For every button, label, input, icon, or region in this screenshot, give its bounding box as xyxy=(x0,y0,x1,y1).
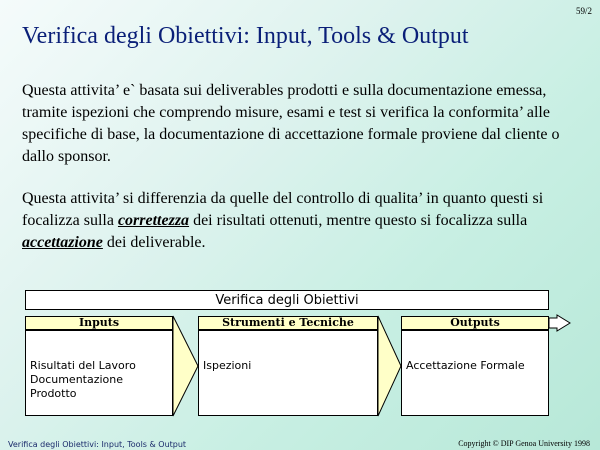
outputs-items xyxy=(406,359,525,373)
emphasis-correttezza: correttezza xyxy=(117,212,190,229)
output-item-accettazione: Accettazione Formale xyxy=(406,359,525,372)
inputs-box xyxy=(25,330,173,416)
tools-header: Strumenti e Tecniche xyxy=(198,316,378,330)
inputs-items xyxy=(30,359,172,401)
footer-left: Verifica degli Obiettivi: Input, Tools & Output xyxy=(8,440,187,449)
footer-copyright: Copyright © DIP Genoa University 1998 xyxy=(458,439,590,448)
input-item-documentazione: Documentazione Prodotto xyxy=(30,373,124,400)
outputs-box xyxy=(401,330,549,416)
page-title: Verifica degli Obiettivi: Input, Tools & Output xyxy=(22,23,469,49)
tools-items xyxy=(203,359,251,373)
emphasis-accettazione: accettazione xyxy=(22,234,103,251)
paragraph-1: Questa attivita’ e` basata sui deliverables prodotti e sulla documentazione emessa, tramite ispezioni che comprendo misure, esami e test si verifica la conformita’ alle specifiche di base, la documentazione di accettazione formale proviene dal cliente o dallo sponsor. xyxy=(22,82,560,165)
diagram-banner: Verifica degli Obiettivi xyxy=(25,290,549,310)
arrow-outputs-end xyxy=(549,315,571,331)
arrow-tools-to-outputs xyxy=(378,316,401,416)
tools-box xyxy=(198,330,378,416)
page-number: 59/2 xyxy=(575,6,592,16)
tool-item-ispezioni: Ispezioni xyxy=(203,359,252,372)
arrow-inputs-to-tools xyxy=(173,316,198,416)
paragraph-2-part-1: Questa attivita’ si differenzia da quelle del controllo di qualita’ in quanto questi si focalizza sulla xyxy=(22,190,544,229)
inputs-header: Inputs xyxy=(25,316,173,330)
paragraph-2-part-2: dei risultati ottenuti, mentre questo si focalizza sulla xyxy=(189,212,528,229)
paragraph-2 xyxy=(22,188,582,254)
input-item-risultati: Risultati del Lavoro xyxy=(30,359,136,372)
outputs-header: Outputs xyxy=(401,316,549,330)
paragraph-2-part-3: dei deliverable. xyxy=(102,234,206,251)
